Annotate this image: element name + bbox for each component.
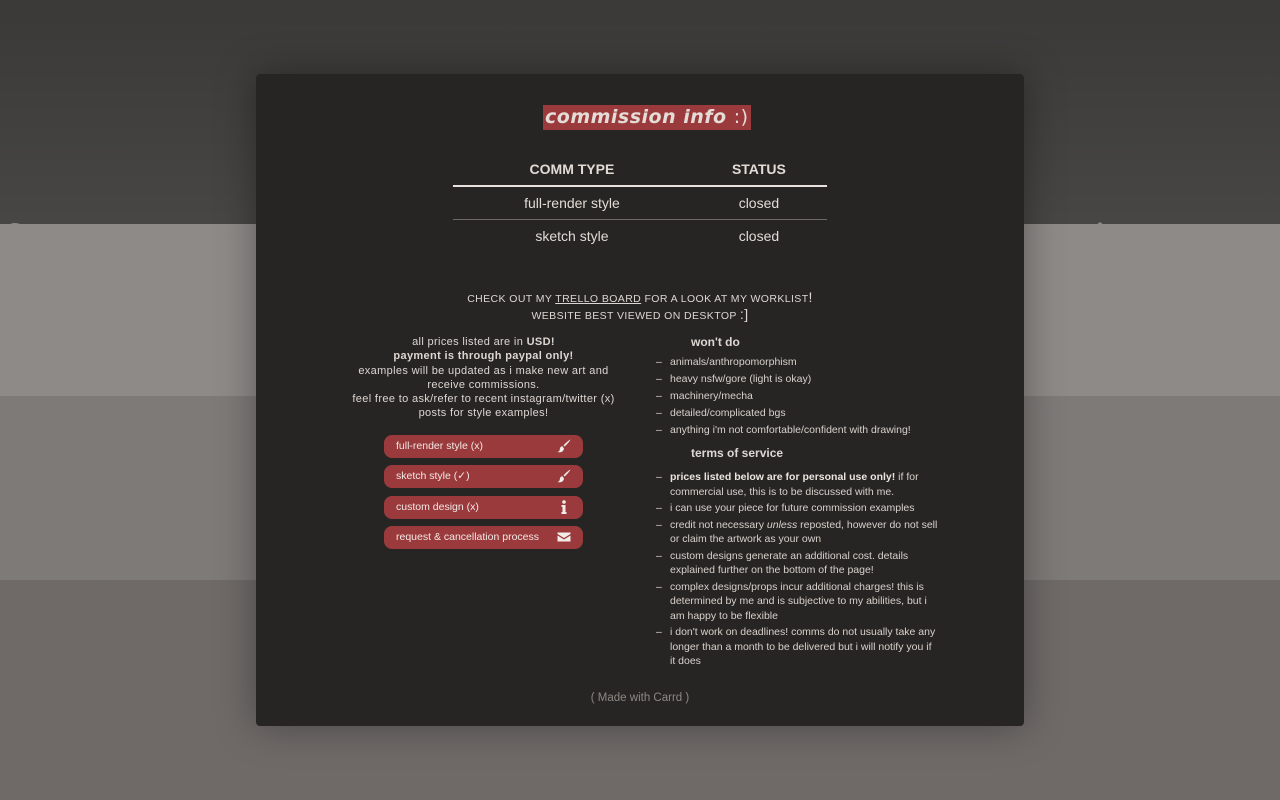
list-item [656,501,938,516]
list-item [656,389,938,404]
list-item [656,406,938,421]
commission-status-table [453,152,827,252]
currency-note [340,335,627,349]
button-label: sketch style (✓) [396,470,470,482]
list-item [656,423,938,438]
button-label: custom design (x) [396,501,479,513]
notice-text: WEBSITE BEST VIEWED ON DESKTOP [531,310,740,322]
request-cancellation-button[interactable] [384,526,583,549]
full-render-style-button[interactable] [384,435,583,458]
table-row [453,186,827,220]
list-item-text: credit not necessary [670,518,767,531]
title-text: commission info [545,106,727,128]
list-item [656,518,938,547]
page-title [543,105,751,130]
payment-note [340,349,627,363]
list-dash: – [656,580,662,593]
terms-of-service-list [656,470,938,671]
list-item-text: custom designs generate an additional cost. details explained further on the bottom of the page! [670,549,909,576]
terms-of-service-heading: terms of service [691,446,784,460]
worklist-notice [256,290,1024,324]
list-item-text: i can use your piece for future commission examples [670,502,915,514]
notice-line-1 [256,290,1024,307]
list-dash: – [656,549,662,562]
list-item-text: detailed/complicated bgs [670,407,786,419]
list-dash: – [656,407,662,419]
cell-comm-type: sketch style [535,228,609,244]
header-status: STATUS [691,152,827,186]
list-dash: – [656,424,662,436]
list-dash: – [656,502,662,514]
list-item-text: i don't work on deadlines! comms do not usually take any longer than a month to be delivered but i will notify you if it does [670,626,936,667]
notice-exclamation: ! [808,289,813,305]
list-dash: – [656,390,662,402]
list-item-text: if for commercial use, this is to be discussed with me. [670,471,919,498]
info-bold: USD! [526,336,555,348]
list-item [656,580,938,624]
notice-emoticon: :] [739,306,749,322]
wont-do-list [656,355,938,440]
list-item-text: complex designs/props incur additional charges! this is determined by me and is subjective to my abilities, but i am happy to be flexible [670,580,927,622]
list-dash: – [656,471,662,483]
notice-line-2 [256,307,1024,324]
list-item-text: machinery/mecha [670,390,753,402]
paintbrush-icon [557,439,571,453]
title-emoticon: :) [733,106,749,128]
list-item [656,470,938,499]
wont-do-heading: won't do [691,335,740,349]
button-label: full-render style (x) [396,440,483,452]
cell-status: closed [691,186,827,220]
list-item-bold: prices listed below are for personal use only! [670,471,896,483]
list-item-text: reposted, however do not sell or claim the artwork as your own [670,518,938,545]
list-item-text: animals/anthropomorphism [670,356,797,368]
list-item [656,549,938,578]
info-icon [557,500,571,514]
list-item [656,372,938,387]
button-label: request & cancellation process [396,531,539,543]
trello-board-link[interactable]: TRELLO BOARD [555,293,642,305]
list-dash: – [656,356,662,368]
list-item-text: anything i'm not comfortable/confident with drawing! [670,424,911,436]
list-dash: – [656,518,662,531]
list-dash: – [656,626,662,638]
sketch-style-button[interactable] [384,465,583,488]
header-comm-type: COMM TYPE [453,152,691,186]
list-item [656,355,938,370]
list-item-text: heavy nsfw/gore (light is okay) [670,373,812,385]
examples-note: examples will be updated as i make new art and receive commissions. [358,364,609,391]
paintbrush-icon [557,469,571,483]
table-row [453,220,827,253]
made-with-carrd-link[interactable]: ( Made with Carrd ) [590,692,690,704]
table-header-row [453,152,827,186]
cell-comm-type: full-render style [453,186,691,220]
info-bold: payment is through paypal only! [393,350,574,363]
pricing-info [340,335,627,421]
notice-text: CHECK OUT MY [467,293,556,305]
envelope-icon [557,530,571,544]
info-text: all prices listed are in [412,336,527,348]
list-item-emphasis: unless [766,518,798,531]
list-item [656,625,938,669]
list-dash: – [656,373,662,385]
notice-text: FOR A LOOK AT MY WORKLIST [641,293,809,305]
custom-design-button[interactable] [384,496,583,519]
style-examples-note: feel free to ask/refer to recent instagram/twitter (x) posts for style examples! [352,393,615,420]
cell-status: closed [738,228,780,244]
